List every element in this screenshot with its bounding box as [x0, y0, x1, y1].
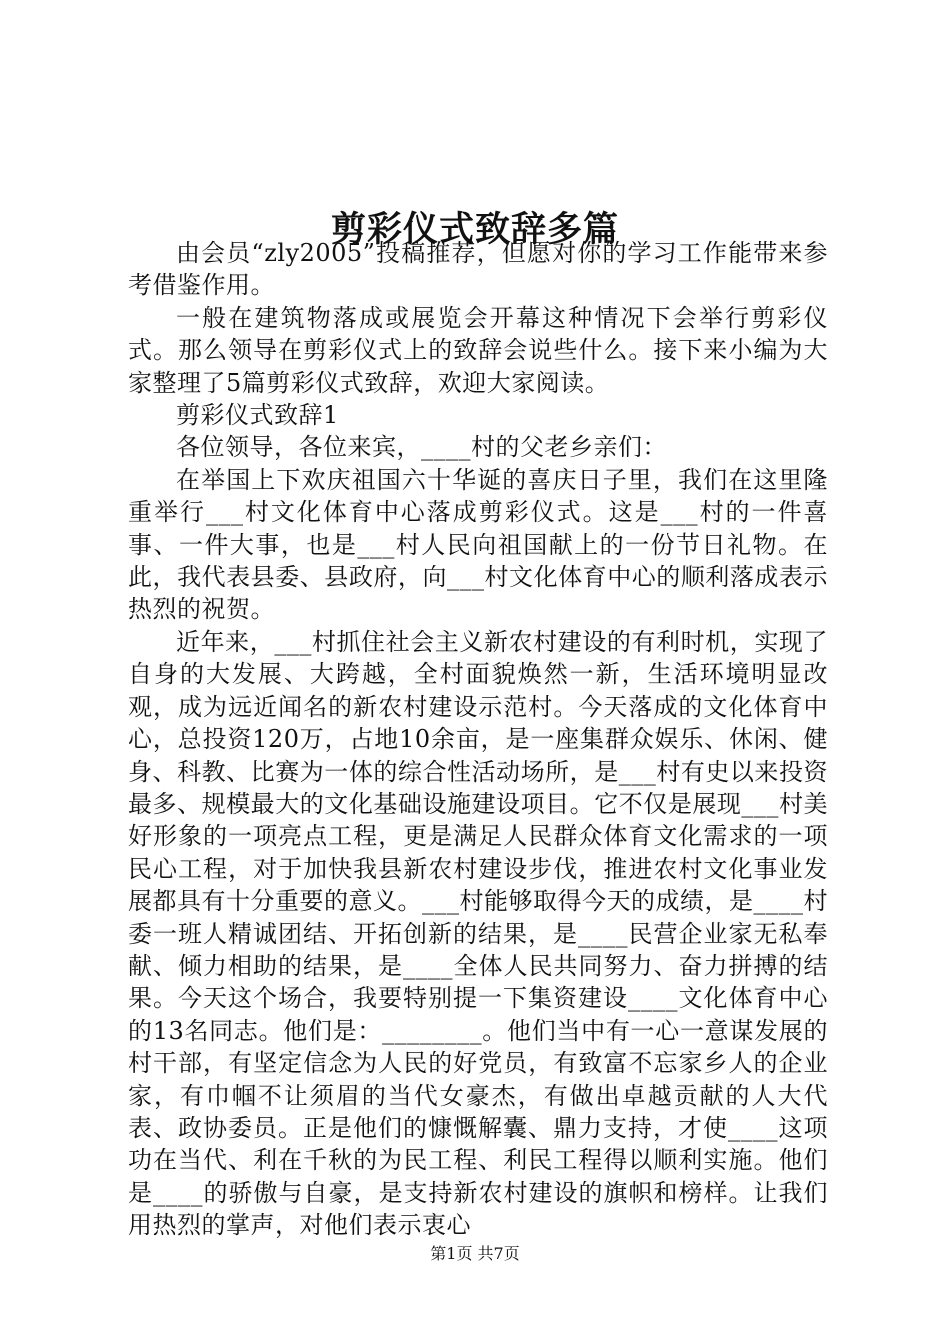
section-heading: 剪彩仪式致辞1 [176, 401, 339, 430]
paragraph-summary: 一般在建筑物落成或展览会开幕这种情况下会举行剪彩仪式。那么领导在剪彩仪式上的致辞会说些什么。接下来小编为大家整理了5篇剪彩仪式致辞，欢迎大家阅读。 [128, 303, 828, 397]
paragraph-body: 近年来，___村抓住社会主义新农村建设的有利时机，实现了自身的大发展、大跨越，全村面貌焕然一新，生活环境明显改观，成为远近闻名的新农村建设示范村。今天落成的文化体育中心，总投资120万，占地10余亩，是一座集群众娱乐、休闲、健身、科教、比赛为一体的综合性活动场所，是___村有史以来投资最多、规模最大的文化基础设施建设项目。它不仅是展现___村美好形象的一项亮点工程，更是满足人民群众体育文化需求的一项民心工程，对于加快我县新农村建设步伐，推进农村文化事业发展都具有十分重要的意义。___村能够取得今天的成绩，是____村委一班人精诚团结、开拓创新的结果，是____民营企业家无私奉献、倾力相助的结果，是____全体人民共同努力、奋力拼搏的结果。今天这个场合，我要特别提一下集资建设____文化体育中心的13名同志。他们是：________。他们当中有一心一意谋发展的村干部，有坚定信念为人民的好党员，有致富不忘家乡人的企业家，有巾帼不让须眉的当代女豪杰，有做出卓越贡献的人大代表、政协委员。正是他们的慷慨解囊、鼎力支持，才使____这项功在当代、利在千秋的为民工程、利民工程得以顺利实施。他们是____的骄傲与自豪，是支持新农村建设的旗帜和榜样。让我们用热烈的掌声，对他们表示衷心 [128, 627, 828, 1240]
page-title: 剪彩仪式致辞多篇 [330, 209, 619, 251]
paragraph-salutation: 各位领导，各位来宾，____村的父老乡亲们： [176, 433, 667, 462]
paragraph-intro: 由会员“zly2005”投稿推荐，但愿对你的学习工作能带来参考借鉴作用。 [128, 239, 828, 300]
page-footer: 第1页 共7页 [430, 1244, 520, 1263]
paragraph-body: 在举国上下欢庆祖国六十华诞的喜庆日子里，我们在这里隆重举行___村文化体育中心落成剪彩仪式。这是___村的一件喜事、一件大事，也是___村人民向祖国献上的一份节日礼物。在此，我代表县委、县政府，向___村文化体育中心的顺利落成表示热烈的祝贺。 [128, 465, 828, 624]
document-body [128, 237, 828, 1242]
